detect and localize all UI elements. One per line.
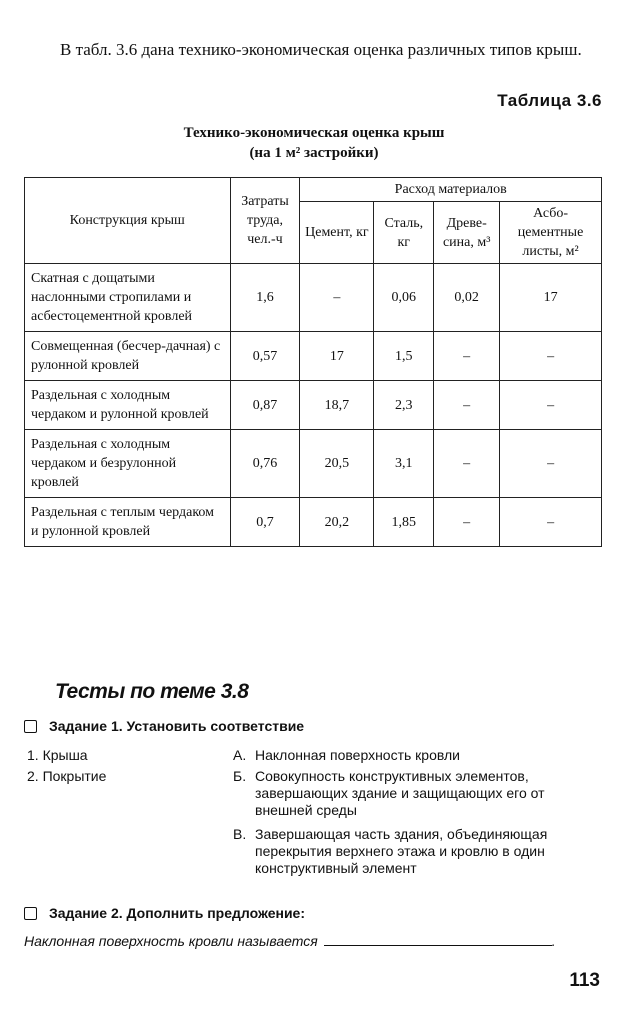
task1-title: Задание 1. Установить соответствие	[49, 718, 305, 734]
header-cement: Цемент, кг	[300, 202, 374, 264]
table-subtitle: (на 1 м² застройки)	[249, 145, 379, 161]
task2-header	[24, 905, 305, 921]
row-labor: 0,57	[230, 332, 300, 381]
table-row	[25, 264, 602, 332]
row-cement: 20,2	[300, 498, 374, 547]
row-wood: –	[434, 332, 500, 381]
row-wood: –	[434, 498, 500, 547]
table-row	[25, 430, 602, 498]
header-asbestos: Асбо-цементные листы, м²	[500, 202, 602, 264]
table-row	[25, 381, 602, 430]
header-materials: Расход материалов	[300, 178, 602, 202]
row-steel: 3,1	[374, 430, 434, 498]
option-letter: В.	[233, 826, 247, 842]
row-cement: 17	[300, 332, 374, 381]
row-asbestos: –	[500, 430, 602, 498]
match-right-item	[233, 826, 613, 877]
tests-title: Тесты по теме 3.8	[55, 680, 249, 703]
row-name: Раздельная с теплым чердаком и рулонной кровлей	[25, 498, 231, 547]
row-steel: 2,3	[374, 381, 434, 430]
row-labor: 0,7	[230, 498, 300, 547]
row-steel: 1,5	[374, 332, 434, 381]
row-asbestos: –	[500, 332, 602, 381]
row-cement: –	[300, 264, 374, 332]
row-wood: –	[434, 430, 500, 498]
fill-sentence	[24, 932, 556, 949]
row-name: Раздельная с холодным чердаком и рулонной кровлей	[25, 381, 231, 430]
row-steel: 0,06	[374, 264, 434, 332]
row-cement: 20,5	[300, 430, 374, 498]
option-text: Завершающая часть здания, объединяющая перекрытия верхнего этажа и кровлю в один конструктивный элемент	[255, 826, 548, 876]
row-asbestos: –	[500, 381, 602, 430]
header-steel: Сталь, кг	[374, 202, 434, 264]
match-left-item: 1. Крыша	[27, 747, 88, 763]
row-steel: 1,85	[374, 498, 434, 547]
table-row	[25, 498, 602, 547]
row-labor: 1,6	[230, 264, 300, 332]
row-name: Совмещенная (бесчер-дачная) с рулонной кровлей	[25, 332, 231, 381]
table-title: Технико-экономическая оценка крыш	[183, 125, 445, 141]
table-label: Таблица 3.6	[497, 91, 602, 110]
match-right-item	[233, 747, 613, 764]
task2-title: Задание 2. Дополнить предложение:	[49, 905, 305, 921]
match-left-item: 2. Покрытие	[27, 768, 107, 784]
option-letter: А.	[233, 747, 247, 763]
option-text: Наклонная поверхность кровли	[255, 747, 460, 763]
row-labor: 0,76	[230, 430, 300, 498]
answer-blank[interactable]	[324, 932, 552, 946]
match-right-item	[233, 768, 613, 819]
row-cement: 18,7	[300, 381, 374, 430]
row-name: Скатная с дощатыми наслонными стропилами и асбестоцементной кровлей	[25, 264, 231, 332]
task1-header	[24, 718, 304, 734]
intro-paragraph: В табл. 3.6 дана технико-экономическая оценка различных типов крыш.	[60, 40, 582, 59]
row-name: Раздельная с холодным чердаком и безрулонной кровлей	[25, 430, 231, 498]
page-number: 113	[569, 970, 600, 991]
roof-table	[24, 177, 602, 547]
fill-text: Наклонная поверхность кровли называется	[24, 933, 318, 949]
row-labor: 0,87	[230, 381, 300, 430]
row-wood: 0,02	[434, 264, 500, 332]
header-labor: Затраты труда, чел.-ч	[230, 178, 300, 264]
fill-end: .	[551, 933, 556, 949]
option-text: Совокупность конструктивных элементов, завершающих здание и защищающих его от внешней среды	[255, 768, 545, 818]
row-asbestos: 17	[500, 264, 602, 332]
header-construction: Конструкция крыш	[25, 178, 231, 264]
header-wood: Древе-сина, м³	[434, 202, 500, 264]
table-row	[25, 332, 602, 381]
checkbox-icon	[24, 720, 37, 733]
option-letter: Б.	[233, 768, 247, 784]
row-asbestos: –	[500, 498, 602, 547]
checkbox-icon	[24, 907, 37, 920]
row-wood: –	[434, 381, 500, 430]
